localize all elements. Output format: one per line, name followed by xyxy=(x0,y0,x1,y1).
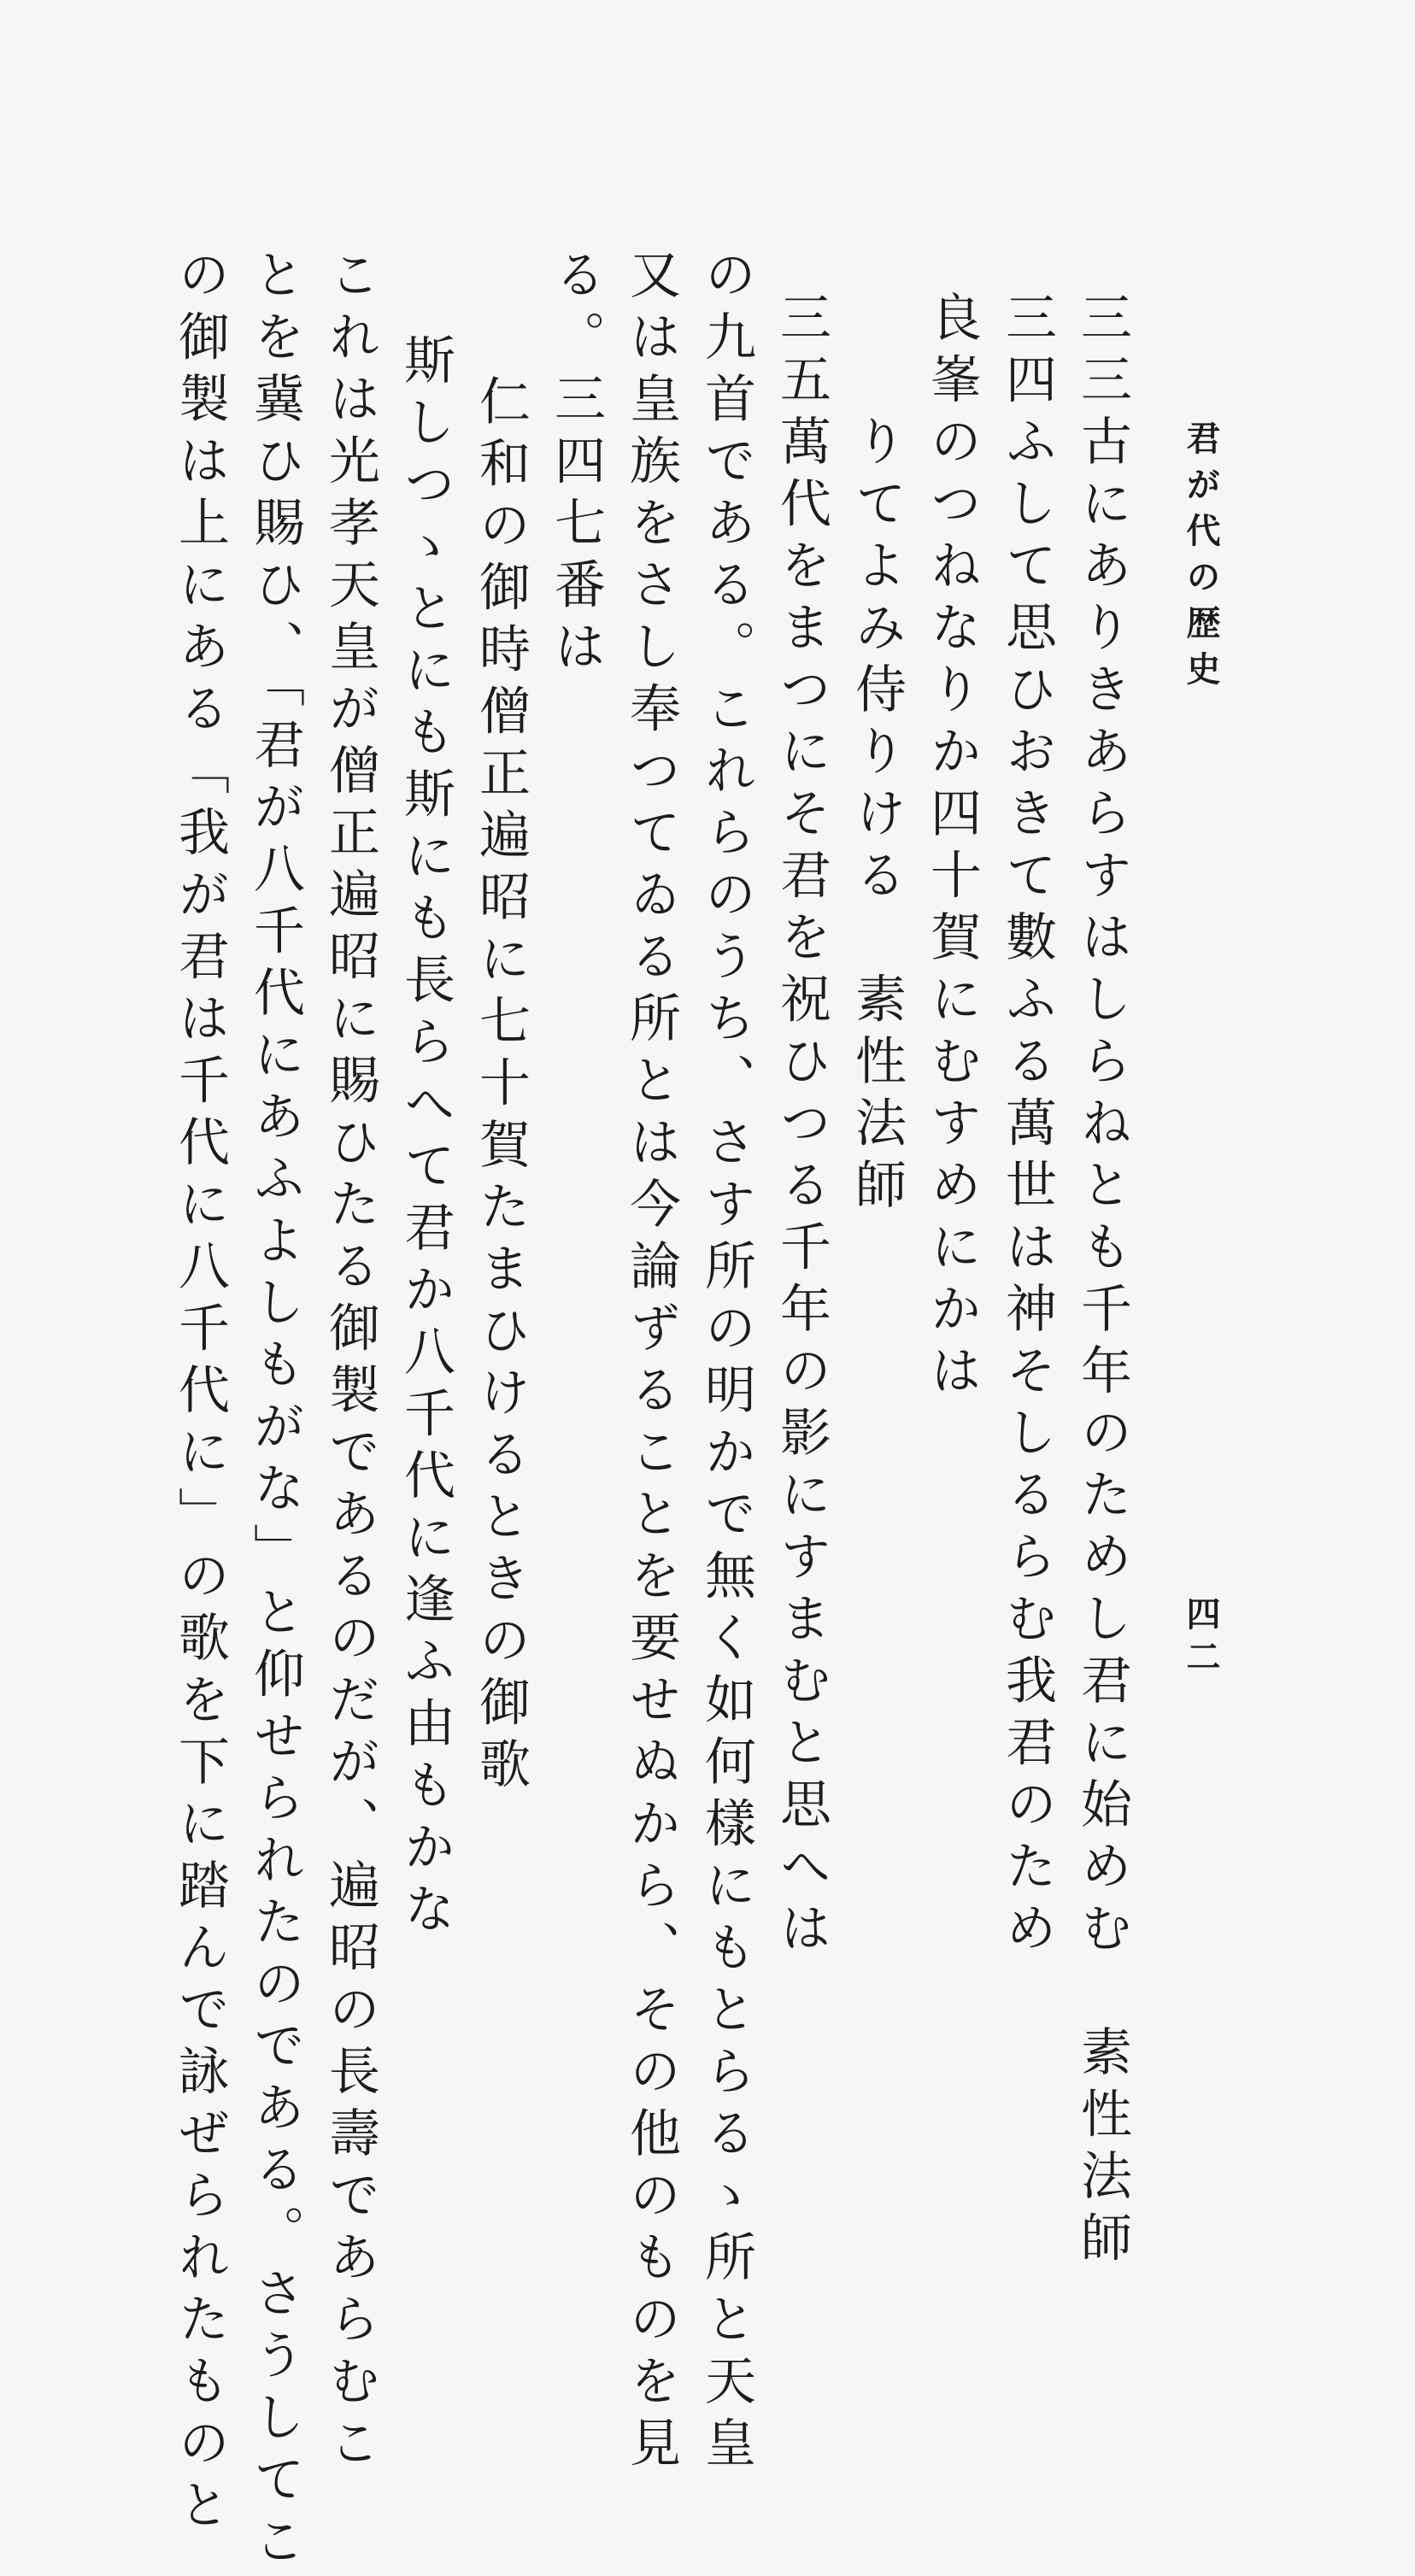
poem-line: りてよみ侍りける 素性法師 xyxy=(847,414,907,1220)
prose-line: これは光孝天皇が僧正遍昭に賜ひたる御製であるのだが、遍昭の長壽であらむこ xyxy=(320,248,380,2478)
prose-line: 又は皇族をさし奉つてゐる所とは今論ずることを要せぬから、その他のものを見 xyxy=(621,248,681,2478)
poem-line: 三四ふして思ひおきて數ふる萬世は神そしるらむ我君のため xyxy=(997,290,1057,1963)
poem-line: 三五萬代をまつにそ君を祝ひつる千年の影にすまむと思へは xyxy=(772,290,831,1963)
prose-line: の御製は上にある「我が君は千代に八千代に」の歌を下に踏んで詠ぜられたものと xyxy=(170,248,230,2540)
page-number: 四二 xyxy=(1181,1596,1221,1681)
prose-line: る。三四七番は xyxy=(546,248,606,682)
poem-line: 良峯のつねなりか四十賀にむすめにかは xyxy=(922,290,982,1405)
poem-headnote: 仁和の御時僧正遍昭に七十賀たまひけるときの御歌 xyxy=(471,374,531,1799)
prose-line: とを冀ひ賜ひ、「君が八千代にあふよしもがな」と仰せられたのである。さうしてこ xyxy=(245,248,305,2576)
running-head: 君が代の歴史 xyxy=(1181,420,1221,697)
poem-line: 斯しつゝとにも斯にも長らへて君か八千代に逢ふ由もかな xyxy=(396,333,455,1944)
poem-line: 三三古にありきあらすはしらねとも千年のためし君に始めむ 素性法師 xyxy=(1072,290,1132,2273)
prose-line: の九首である。これらのうち、さす所の明かで無く如何樣にもとらるゝ所と天皇 xyxy=(696,248,756,2478)
